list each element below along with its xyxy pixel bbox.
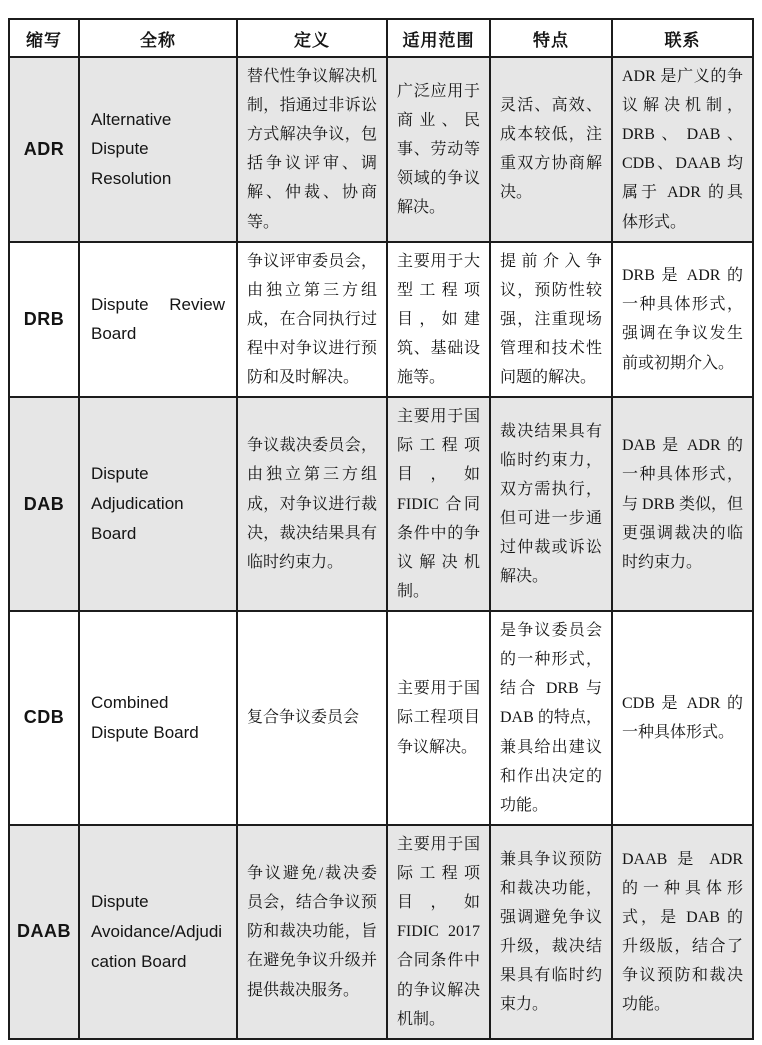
cell-adr-definition: 替代性争议解决机制，指通过非诉讼方式解决争议，包括争议评审、调解、仲裁、协商等。 <box>237 57 387 242</box>
cell-daab-features: 兼具争议预防和裁决功能，强调避免争议升级，裁决结果具有临时约束力。 <box>490 825 612 1039</box>
cell-daab-abbr: DAAB <box>9 825 79 1039</box>
cell-cdb-features: 是争议委员会的一种形式，结合 DRB 与 DAB 的特点，兼具给出建议和作出决定的功能。 <box>490 611 612 825</box>
cell-drb-definition: 争议评审委员会，由独立第三方组成，在合同执行过程中对争议进行预防和及时解决。 <box>237 242 387 398</box>
cell-daab-full-name: Dispute Avoidance/Adjudication Board <box>79 825 237 1039</box>
header-row <box>9 19 753 57</box>
cell-cdb-relation: CDB 是 ADR 的一种具体形式。 <box>612 611 753 825</box>
cell-drb-full-name: Dispute Review Board <box>79 242 237 398</box>
header-full-name: 全称 <box>79 19 237 57</box>
table-row-daab <box>9 825 753 1039</box>
cell-adr-abbr: ADR <box>9 57 79 242</box>
header-abbr: 缩写 <box>9 19 79 57</box>
cell-adr-full-name: Alternative Dispute Resolution <box>79 57 237 242</box>
cell-dab-full-name: Dispute Adjudication Board <box>79 397 237 611</box>
cell-adr-features: 灵活、高效、成本较低，注重双方协商解决。 <box>490 57 612 242</box>
header-features: 特点 <box>490 19 612 57</box>
header-relation: 联系 <box>612 19 753 57</box>
cell-cdb-definition: 复合争议委员会 <box>237 611 387 825</box>
cell-drb-abbr: DRB <box>9 242 79 398</box>
cell-daab-scope: 主要用于国际工程项目，如 FIDIC 2017 合同条件中的争议解决机制。 <box>387 825 490 1039</box>
adr-comparison-table <box>8 18 754 1040</box>
table-row-dab <box>9 397 753 611</box>
table-row-cdb <box>9 611 753 825</box>
cell-dab-relation: DAB 是 ADR 的一种具体形式，与 DRB 类似，但更强调裁决的临时约束力。 <box>612 397 753 611</box>
cell-dab-features: 裁决结果具有临时约束力，双方需执行，但可进一步通过仲裁或诉讼解决。 <box>490 397 612 611</box>
cell-dab-abbr: DAB <box>9 397 79 611</box>
table-row-drb <box>9 242 753 398</box>
cell-cdb-scope: 主要用于国际工程项目争议解决。 <box>387 611 490 825</box>
cell-daab-relation: DAAB 是 ADR 的一种具体形式，是 DAB 的升级版，结合了争议预防和裁决功能。 <box>612 825 753 1039</box>
header-definition: 定义 <box>237 19 387 57</box>
table-row-adr <box>9 57 753 242</box>
cell-adr-scope: 广泛应用于商业、民事、劳动等领域的争议解决。 <box>387 57 490 242</box>
cell-dab-definition: 争议裁决委员会，由独立第三方组成，对争议进行裁决，裁决结果具有临时约束力。 <box>237 397 387 611</box>
header-scope: 适用范围 <box>387 19 490 57</box>
cell-cdb-full-name: Combined Dispute Board <box>79 611 237 825</box>
cell-adr-relation: ADR 是广义的争议解决机制，DRB 、 DAB 、CDB、DAAB 均属于 ADR 的具体形式。 <box>612 57 753 242</box>
cell-drb-relation: DRB 是 ADR 的一种具体形式，强调在争议发生前或初期介入。 <box>612 242 753 398</box>
cell-dab-scope: 主要用于国际工程项目，如 FIDIC 合同条件中的争议解决机制。 <box>387 397 490 611</box>
cell-cdb-abbr: CDB <box>9 611 79 825</box>
cell-drb-features: 提前介入争议，预防性较强，注重现场管理和技术性问题的解决。 <box>490 242 612 398</box>
cell-daab-definition: 争议避免/裁决委员会，结合争议预防和裁决功能，旨在避免争议升级并提供裁决服务。 <box>237 825 387 1039</box>
cell-drb-scope: 主要用于大型工程项目，如建筑、基础设施等。 <box>387 242 490 398</box>
